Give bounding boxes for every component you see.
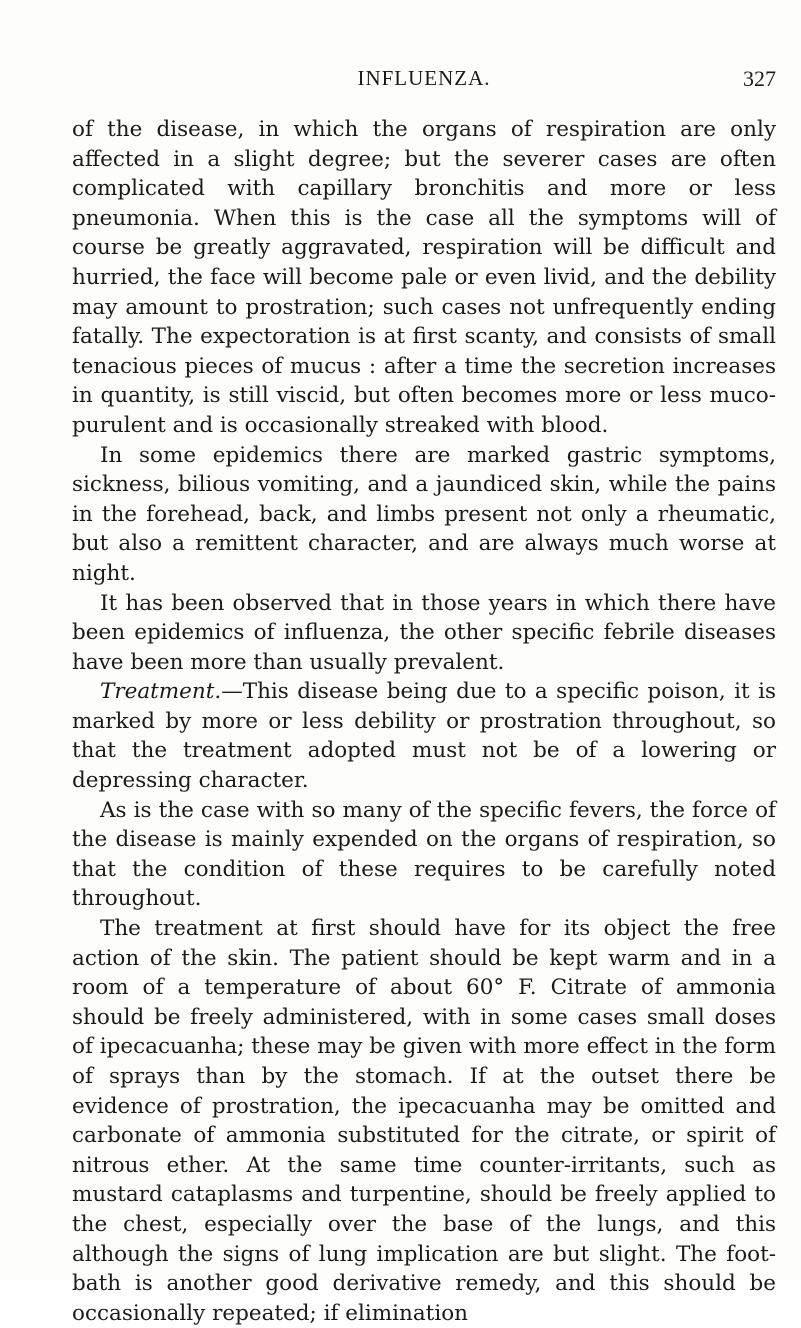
paragraph-treatment-details: The treatment at first should have for its object the free action of the skin. The patient should be kept warm and in a room of a temperature of about 60° F. Citrate of ammonia should be freely administered, with in some cases small doses of ipecacuanha; these may be given with more effect in the form of sprays than by the stomach. If at the outset there be evidence of prostration, the ipecacuanha may be omitted and carbonate of ammonia substituted for the citrate, or spirit of nitrous ether. At the same time counter-irritants, such as mustard cataplasms and turpentine, should be freely applied to the chest, especially over the base of the lungs, and this although the signs of lung implication are but slight. The foot-bath is another good derivative remedy, and this should be occasionally repeated; if elimination (72, 916, 776, 1326)
body-text (72, 115, 776, 1328)
treatment-heading: Treatment. (100, 679, 222, 705)
paragraph-gastric-symptoms: In some epidemics there are marked gastric symptoms, sickness, bilious vomiting, and a jaundiced skin, while the pains in the forehead, back, and limbs present not only a rheumatic, but also a remittent character, and are always much worse at night. (72, 442, 776, 586)
paragraph-epidemics: It has been observed that in those years in which there have been epidemics of influenza, the other specific febrile diseases have been more than usually prevalent. (72, 590, 776, 675)
paragraph-continuation: of the disease, in which the organs of respiration are only affected in a slight degree; but the severer cases are often complicated with capillary bronchitis and more or less pneumonia. When this is the case all the symptoms will of course be greatly aggravated, respiration will be difficult and hurried, the face will become pale or even livid, and the debility may amount to prostration; such cases not unfrequently ending fatally. The expectoration is at first scanty, and consists of small tenacious pieces of mucus : after a time the secretion increases in quantity, is still viscid, but often becomes more or less muco-purulent and is occasionally streaked with blood. (72, 117, 776, 438)
page-number: 327 (743, 66, 776, 91)
running-title: INFLUENZA. (357, 66, 491, 90)
paragraph-respiration: As is the case with so many of the specific fevers, the force of the disease is mainly expended on the organs of respiration, so that the condition of these requires to be carefully noted throughout. (72, 797, 776, 912)
treatment-text: This disease being due to a specific poison, it is marked by more or less debility or prostration throughout, so that the treatment adopted must not be of a lowering or depressing character. (72, 679, 776, 794)
paragraph-treatment: Treatment.—This disease being due to a specific poison, it is marked by more or less debility or prostration throughout, so that the treatment adopted must not be of a lowering or depressing character. (72, 679, 776, 794)
running-head (72, 66, 776, 96)
